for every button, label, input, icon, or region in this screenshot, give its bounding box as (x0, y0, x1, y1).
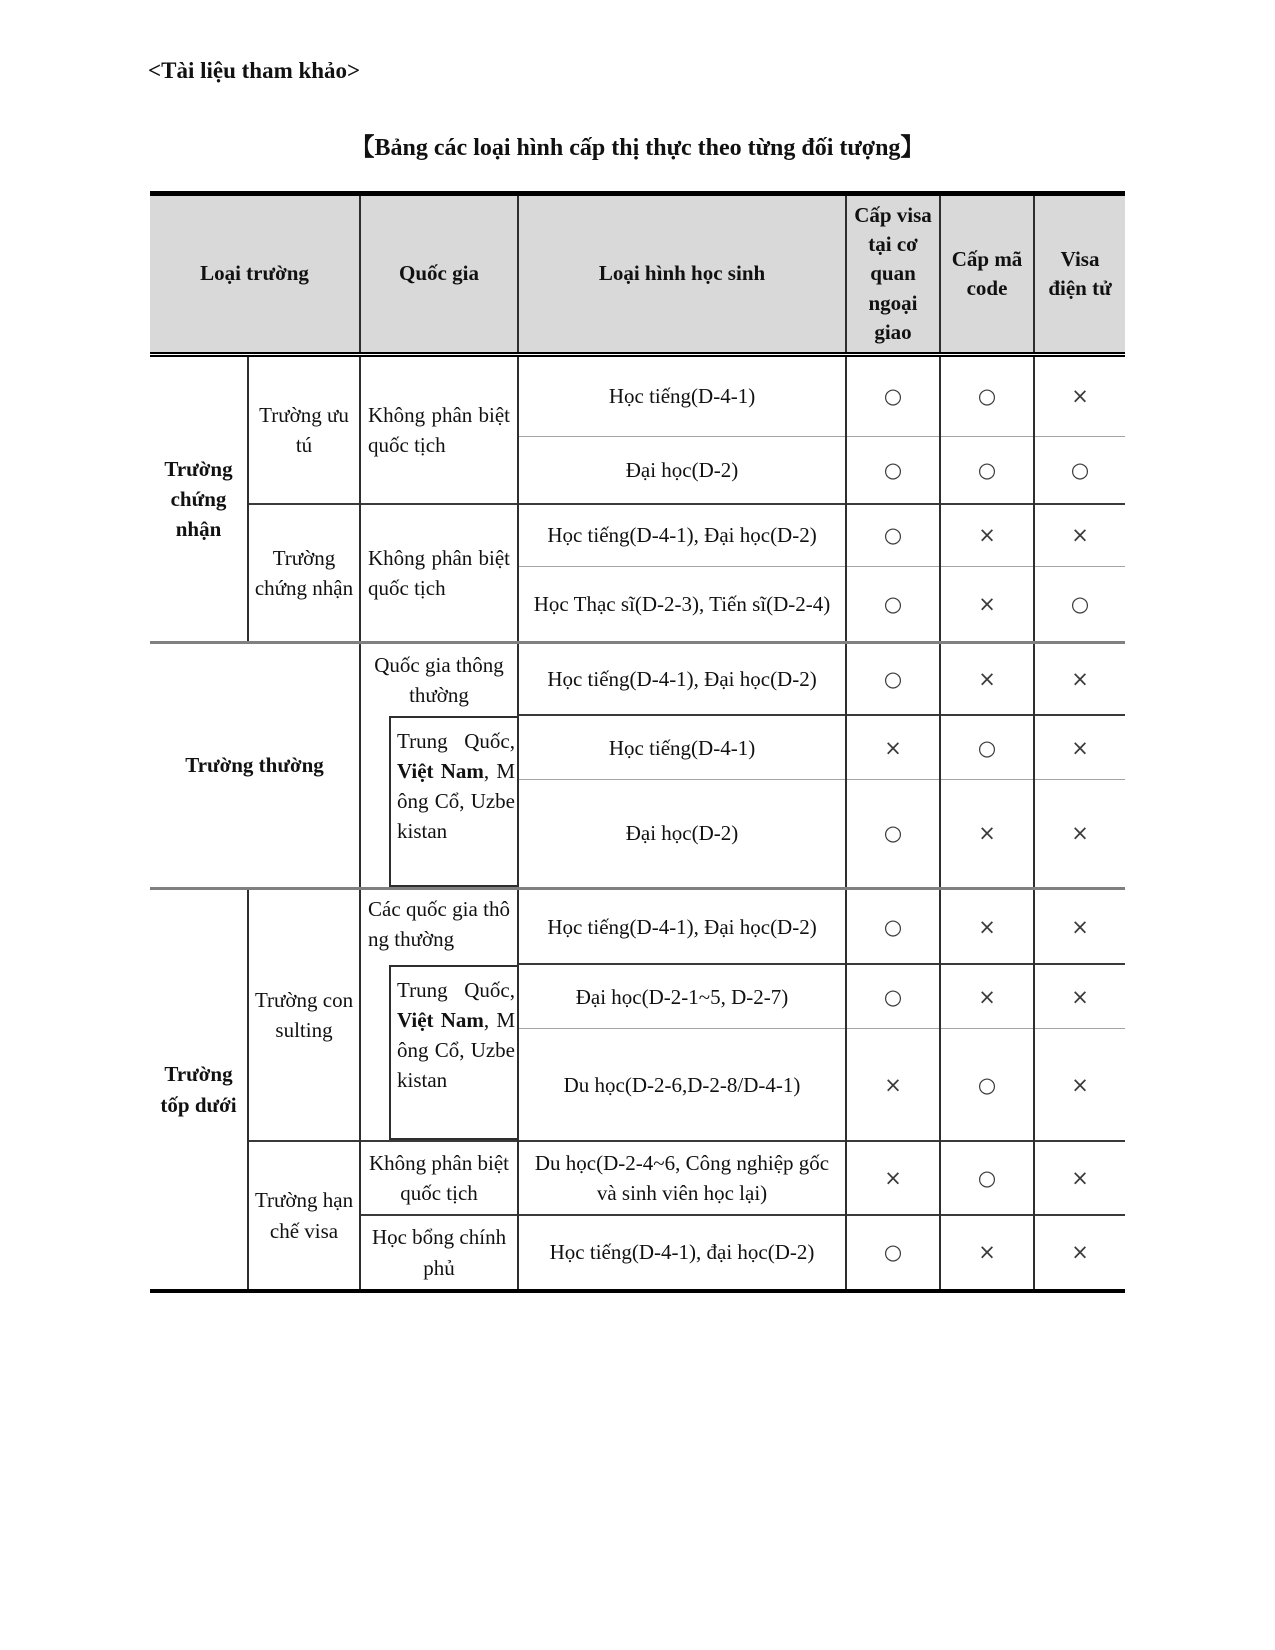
cell-visa-office-mark: ○ (846, 779, 940, 888)
cell-e-visa-mark: ○ (1034, 437, 1125, 504)
cell-code-issue-mark: ○ (940, 1141, 1034, 1215)
header-country: Quốc gia (360, 194, 518, 355)
cell-code-issue-mark: × (940, 889, 1034, 965)
cell-e-visa-mark: × (1034, 643, 1125, 716)
country-ordinary-alt: Các quốc gia thông thường (368, 897, 511, 952)
cell-subtype-certified: Trường chứng nhận (248, 504, 360, 643)
cell-student-type: Du học(D-2-6,D-2-8/D-4-1) (518, 1029, 846, 1141)
cell-group-certified: Trường chứng nhận (164, 456, 233, 541)
country-special-suffix: , Mông Cổ, Uzbekistan (397, 1008, 516, 1093)
header-code-issue: Cấp mã code (940, 194, 1034, 355)
cell-country-any: Không phân biệt quốc tịch (360, 1141, 518, 1215)
table-row (150, 1141, 1125, 1215)
reference-label: <Tài liệu tham khảo> (148, 58, 361, 83)
cell-country-composite (360, 889, 518, 1142)
cell-code-issue-mark: ○ (940, 437, 1034, 504)
table-row (150, 643, 1125, 716)
cell-country-composite (360, 643, 518, 889)
cell-e-visa-mark: × (1034, 1141, 1125, 1215)
cell-code-issue-mark: × (940, 643, 1034, 716)
cell-student-type: Đại học(D-2) (518, 437, 846, 504)
cell-code-issue-mark: × (940, 1215, 1034, 1291)
table-row (150, 355, 1125, 437)
cell-visa-office-mark: ○ (846, 355, 940, 437)
cell-e-visa-mark: ○ (1034, 567, 1125, 643)
country-special-box (389, 716, 517, 887)
cell-student-type: Du học(D-2-4~6, Công nghiệp gốc và sinh viên học lại) (518, 1141, 846, 1215)
header-e-visa: Visa điện tử (1034, 194, 1125, 355)
cell-group-regular: Trường thường (150, 643, 360, 889)
cell-visa-office-mark: ○ (846, 504, 940, 567)
cell-student-type: Học tiếng(D-4-1), đại học(D-2) (518, 1215, 846, 1291)
cell-visa-office-mark: ○ (846, 643, 940, 716)
cell-student-type: Học Thạc sĩ(D-2-3), Tiến sĩ(D-2-4) (518, 567, 846, 643)
cell-country-gov-scholarship: Học bổng chính phủ (360, 1215, 518, 1291)
country-special-suffix: , Mông Cổ, Uzbekistan (397, 759, 516, 844)
cell-student-type: Học tiếng(D-4-1) (518, 715, 846, 779)
table-header-row (150, 194, 1125, 355)
cell-e-visa-mark: × (1034, 504, 1125, 567)
cell-visa-office-mark: × (846, 715, 940, 779)
cell-visa-office-mark: × (846, 1141, 940, 1215)
cell-visa-office-mark: × (846, 1029, 940, 1141)
cell-code-issue-mark: × (940, 964, 1034, 1029)
cell-group-lower-tier: Trường tốp dưới (150, 889, 248, 1292)
cell-student-type: Đại học(D-2) (518, 779, 846, 888)
cell-student-type: Học tiếng(D-4-1), Đại học(D-2) (518, 643, 846, 716)
cell-visa-office-mark: ○ (846, 1215, 940, 1291)
country-special-box (389, 965, 517, 1140)
cell-code-issue-mark: ○ (940, 355, 1034, 437)
cell-e-visa-mark: × (1034, 1029, 1125, 1141)
cell-code-issue-mark: × (940, 779, 1034, 888)
cell-subtype-elite: Trường ưu tú (248, 355, 360, 504)
cell-visa-office-mark: ○ (846, 437, 940, 504)
header-school-type: Loại trường (150, 194, 360, 355)
cell-subtype-visa-restricted: Trường hạn chế visa (248, 1141, 360, 1291)
country-ordinary: Quốc gia thông thường (374, 652, 504, 707)
country-special-bold: Việt Nam (397, 1008, 484, 1033)
cell-code-issue-mark: × (940, 504, 1034, 567)
cell-e-visa-mark: × (1034, 715, 1125, 779)
cell-e-visa-mark: × (1034, 1215, 1125, 1291)
cell-subtype-consulting: Trường consulting (248, 889, 360, 1142)
table-row (150, 889, 1125, 965)
cell-visa-office-mark: ○ (846, 964, 940, 1029)
page-title: 【Bảng các loại hình cấp thị thực theo từng đối tượng】 (350, 135, 925, 161)
cell-student-type: Học tiếng(D-4-1), Đại học(D-2) (518, 504, 846, 567)
header-visa-at-mission: Cấp visa tại cơ quan ngoại giao (846, 194, 940, 355)
cell-student-type: Học tiếng(D-4-1) (518, 355, 846, 437)
cell-student-type: Đại học(D-2-1~5, D-2-7) (518, 964, 846, 1029)
header-student-type: Loại hình học sinh (518, 194, 846, 355)
cell-e-visa-mark: × (1034, 355, 1125, 437)
table-row (150, 504, 1125, 567)
cell-visa-office-mark: ○ (846, 889, 940, 965)
country-special-prefix: Trung Quốc, (397, 978, 516, 1002)
cell-country-any: Không phân biệt quốc tịch (360, 504, 518, 643)
cell-country-any: Không phân biệt quốc tịch (360, 355, 518, 504)
cell-code-issue-mark: × (940, 567, 1034, 643)
cell-e-visa-mark: × (1034, 889, 1125, 965)
country-special-prefix: Trung Quốc, (397, 729, 516, 753)
visa-type-table (150, 191, 1125, 1293)
cell-visa-office-mark: ○ (846, 567, 940, 643)
cell-code-issue-mark: ○ (940, 715, 1034, 779)
cell-code-issue-mark: ○ (940, 1029, 1034, 1141)
country-special-bold: Việt Nam (397, 759, 484, 784)
cell-e-visa-mark: × (1034, 779, 1125, 888)
cell-student-type: Học tiếng(D-4-1), Đại học(D-2) (518, 889, 846, 965)
cell-e-visa-mark: × (1034, 964, 1125, 1029)
